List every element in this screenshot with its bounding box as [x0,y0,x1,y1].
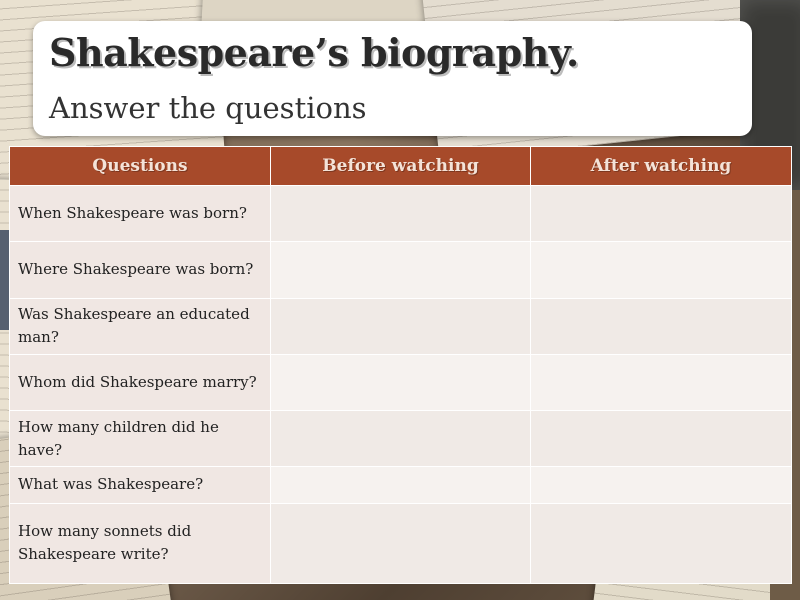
after-watching-cell[interactable] [531,186,792,242]
question-cell: Was Shakespeare an educated man? [10,298,271,354]
question-cell: How many sonnets did Shakespeare write? [10,503,271,583]
before-watching-cell[interactable] [271,186,531,242]
page-subtitle: Answer the questions [49,91,367,125]
title-panel [33,21,752,136]
question-cell: How many children did he have? [10,411,271,467]
page-title: Shakespeare’s biography. [49,30,579,75]
header-questions: Questions [10,147,271,186]
after-watching-cell[interactable] [531,354,792,410]
header-after-watching: After watching [531,147,792,186]
table-row [10,467,792,503]
after-watching-cell[interactable] [531,298,792,354]
after-watching-cell[interactable] [531,503,792,583]
table-row [10,503,792,583]
table-row [10,298,792,354]
before-watching-cell[interactable] [271,298,531,354]
question-cell: Where Shakespeare was born? [10,242,271,298]
table-row [10,354,792,410]
question-cell: What was Shakespeare? [10,467,271,503]
table-row [10,186,792,242]
before-watching-cell[interactable] [271,354,531,410]
questions-table [9,146,792,584]
question-cell: Whom did Shakespeare marry? [10,354,271,410]
after-watching-cell[interactable] [531,242,792,298]
after-watching-cell[interactable] [531,411,792,467]
before-watching-cell[interactable] [271,242,531,298]
question-cell: When Shakespeare was born? [10,186,271,242]
table-row [10,242,792,298]
header-before-watching: Before watching [271,147,531,186]
before-watching-cell[interactable] [271,503,531,583]
after-watching-cell[interactable] [531,467,792,503]
before-watching-cell[interactable] [271,411,531,467]
table-row [10,411,792,467]
before-watching-cell[interactable] [271,467,531,503]
table-header-row [10,147,792,186]
